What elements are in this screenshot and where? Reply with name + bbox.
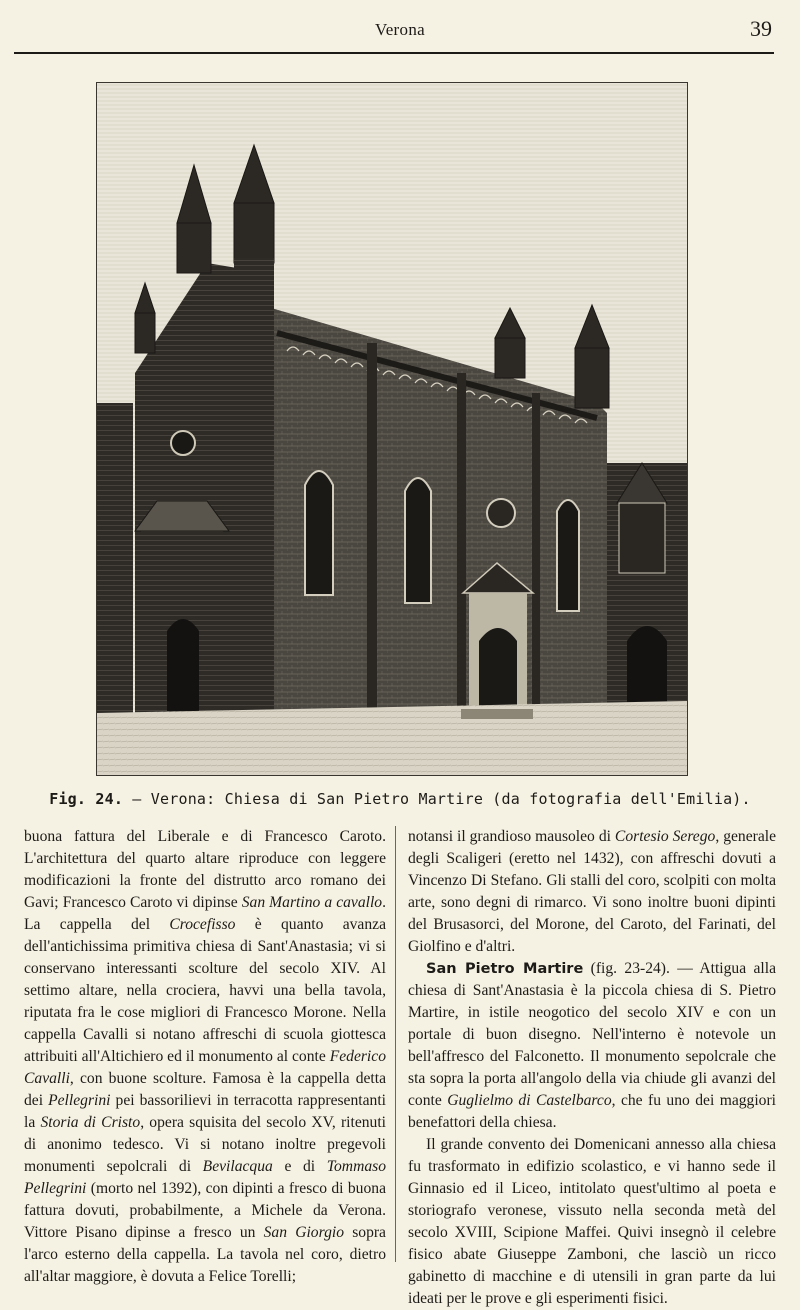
column-divider	[395, 826, 396, 1262]
text-run: notansi il grandioso mausoleo di	[408, 828, 615, 845]
text-run: è quanto avanza dell'antichissima primitiva chiesa di Sant'Anastasia; vi si conservano interessanti scolture del secolo XIV. Al settimo altare, nella crociera, havvi una bella tavola, riputata fra le cose migliori di Francesco Morone. Nella cappella Cavalli si notano affreschi di scuola giottesca attribuiti all'Altichiero ed il monumento al conte	[24, 916, 386, 1065]
left-column	[24, 826, 386, 1288]
pilaster	[457, 373, 466, 713]
side-rose-window	[487, 499, 515, 527]
running-header	[0, 16, 800, 46]
facade-oculus	[171, 431, 195, 455]
text-run: , con buone scolture. Famosa è la cappella detta dei	[24, 1070, 386, 1109]
text-run: (fig. 23-24). — Attigua alla chiesa di Sant'Anastasia è la piccola chiesa di S. Pietro Martire, in istile neogotico del secolo XIV e con un portale di buon disegno. Nell'interno è notevole un bell'affresco del Falconetto. Il monumento sepolcrale che sta sopra la porta all'angolo della via chiude gli avanzi del conte	[408, 960, 776, 1109]
pilaster	[367, 343, 377, 723]
side-door	[479, 628, 517, 711]
text-run: buona fattura del Liberale e di Francesco Caroto. L'architettura del quarto altare riproduce con leggere modificazioni la fronte del distrutto arco romano dei Gavi; Francesco Caroto vi dipinse	[24, 828, 386, 911]
text-run: Il grande convento dei Domenicani annesso alla chiesa fu trasformato in edifizio scolastico, e vi hanno sede il Ginnasio ed il Liceo, intitolato quest'ultimo al poeta e storiografo veronese, vissuto nella seconda metà del secolo XVIII, Scipione Maffei. Quivi insegnò il celebre fisico abate Giuseppe Zamboni, che lasciò un ricco gabinetto di macchine e di utensili in gran parte da lui ideati per le prove e gli esperimenti fisici.	[408, 1136, 776, 1307]
text-run: pei bassorilievi in terracotta rappresentanti la	[24, 1092, 386, 1131]
right-column	[408, 826, 776, 1310]
main-door	[167, 619, 199, 711]
italic-text: San Martino a cavallo	[241, 894, 383, 911]
italic-text: Crocefisso	[169, 916, 236, 933]
italic-text: San Giorgio	[263, 1224, 345, 1241]
door-steps	[461, 709, 533, 719]
italic-text: Cortesio Serego	[614, 828, 716, 845]
italic-text: Bevilacqua	[202, 1158, 273, 1175]
page-number: 39	[750, 16, 772, 41]
text-run: sopra l'arco esterno della cappella. La tavola nel coro, dietro all'altar maggiore, è dovuta a Felice Torelli;	[24, 1224, 386, 1285]
paragraph	[408, 1134, 776, 1310]
church-engraving	[97, 83, 687, 775]
paragraph	[408, 958, 776, 1134]
bell-tower	[234, 258, 274, 723]
italic-text: Storia di Cristo	[40, 1114, 141, 1131]
church-illustration	[96, 82, 688, 776]
text-run: , generale degli Scaligeri (eretto nel 1432), con affreschi dovuti a Vincenzo Di Stefano. Gli stalli del coro, scolpiti con molta arte, sono degni di rimarco. Vi sono inoltre buoni dipinti del Brusasorci, del Morone, del Caroto, del Farinati, del Giolfino e d'altri.	[408, 828, 776, 955]
section-heading: San Pietro Martire	[426, 961, 584, 977]
italic-text: Pellegrini	[48, 1092, 111, 1109]
header-rule	[14, 52, 774, 54]
pilaster	[532, 393, 540, 713]
text-run: . La cappella del	[24, 894, 386, 933]
text-run: e di	[272, 1158, 327, 1175]
left-building	[97, 403, 133, 713]
figure-label: Fig. 24.	[49, 790, 124, 808]
text-run: , che fu uno dei maggiori benefattori della chiesa.	[408, 1092, 776, 1131]
figure-caption-text: — Verona: Chiesa di San Pietro Martire (da fotografia dell'Emilia).	[123, 790, 751, 808]
header-title: Verona	[375, 20, 425, 39]
italic-text: Tommaso Pellegrini	[24, 1158, 386, 1197]
text-run: , opera squisita del secolo XV, ritenuti di anonimo tedesco. Vi si notano inoltre pregevoli monumenti sepolcrali di	[24, 1114, 387, 1175]
text-run: (morto nel 1392), con dipinti a fresco di buona fattura dovuti, probabilmente, a Michele da Verona. Vittore Pisano dipinse a fresco un	[24, 1180, 386, 1241]
paragraph	[24, 826, 386, 1288]
figure-caption	[0, 790, 800, 808]
paragraph	[408, 826, 776, 958]
tomb-tabernacle	[619, 503, 665, 573]
archway	[627, 626, 667, 711]
italic-text: Guglielmo di Castelbarco	[447, 1092, 612, 1109]
italic-text: Federico Cavalli	[24, 1048, 386, 1087]
street	[97, 701, 687, 775]
